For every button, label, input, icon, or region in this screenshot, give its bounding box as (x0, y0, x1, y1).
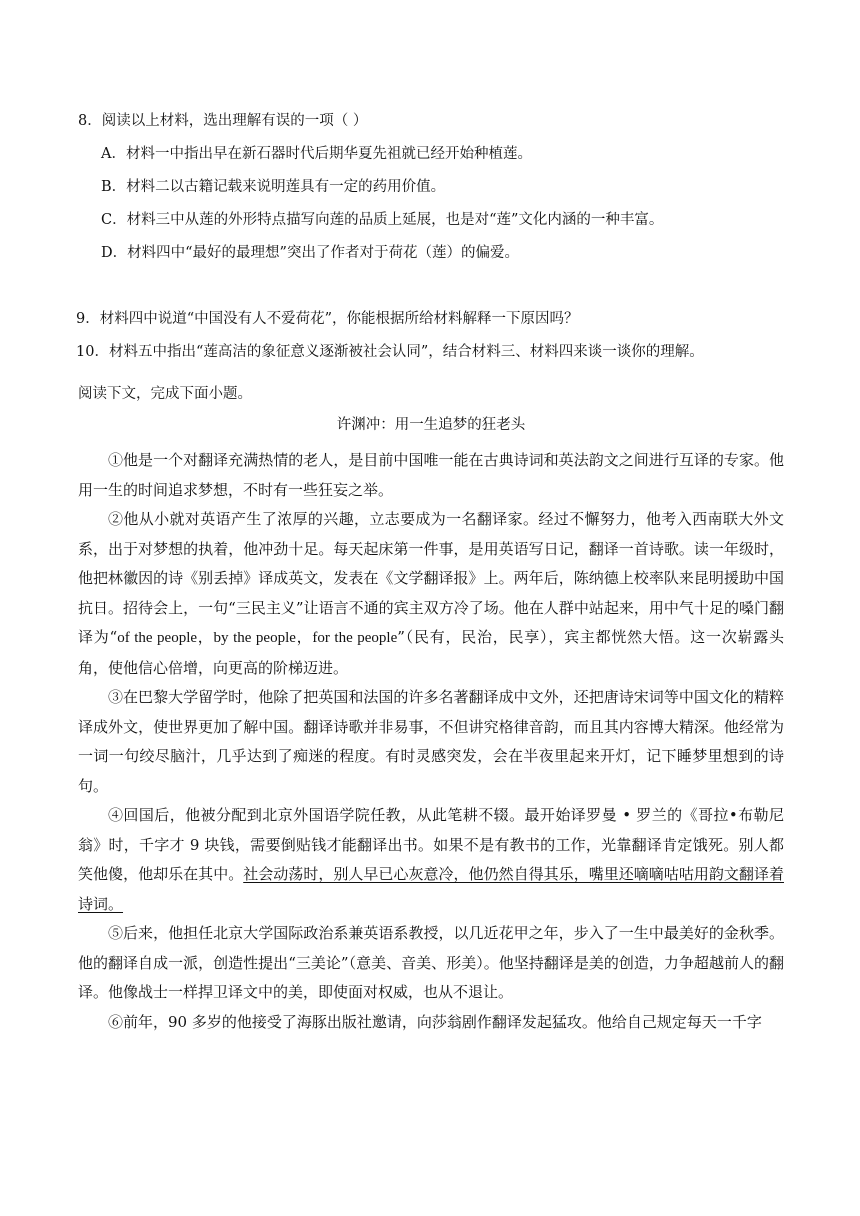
paragraph-2-english-quote: of the people，by the people，for the people (117, 630, 398, 646)
paragraph-3: ③在巴黎大学留学时，他除了把英国和法国的许多名著翻译成中文外，还把唐诗宋词等中国文化的精粹译成外文，使世界更加了解中国。翻译诗歌并非易事，不但讲究格律音韵，而且其内容博大精深。他经常为一词一句绞尽脑汁，几乎达到了痴迷的程度。有时灵感突发，会在半夜里起来开灯，记下睡梦里想到的诗句。 (78, 688, 784, 795)
article-title: 许渊冲：用一生追梦的狂老头 (336, 417, 526, 433)
question-8-option-d: D．材料四中“最好的最理想”突出了作者对于荷花（莲）的偏爱。 (101, 245, 519, 261)
paragraph-2-part-2: ”（民有，民治，民享），宾主都恍然大悟。这一次崭露头角，使他信心倍增，向更高的阶梯迈进。 (78, 628, 784, 677)
reading-instruction: 阅读下文，完成下面小题。 (78, 386, 252, 402)
paragraph-5: ⑤后来，他担任北京大学国际政治系兼英语系教授，以几近花甲之年，步入了一生中最美好的金秋季。他的翻译自成一派，创造性提出“三美论”（意美、音美、形美）。他坚持翻译是美的创造，力争超越前人的翻译。他像战士一样捍卫译文中的美，即使面对权威，也从不退让。 (78, 924, 784, 1001)
paragraph-6: ⑥前年，90 多岁的他接受了海豚出版社邀请，向莎翁剧作翻译发起猛攻。他给自己规定每天一千字 (108, 1012, 762, 1031)
question-9: 9．材料四中说道“中国没有人不爱荷花”，你能根据所给材料解释一下原因吗？ (76, 311, 579, 327)
paragraph-2-part-1: ②他从小就对英语产生了浓厚的兴趣，立志要成为一名翻译家。经过不懈努力，他考入西南联大外文系，出于对梦想的执着，他冲劲十足。每天起床第一件事，是用英语写日记，翻译一首诗歌。读一年级时，他把林徽因的诗《别丢掉》译成英文，发表在《文学翻译报》上。两年后，陈纳德上校率队来昆明援助中国抗日。招待会上，一句“三民主义”让语言不通的宾主双方冷了场。他在人群中站起来，用中气十足的嗓门翻译为“ (78, 510, 784, 646)
paragraph-4-text: ④回国后，他被分配到北京外国语学院任教，从此笔耕不辍。最开始译罗曼 • 罗兰的《哥拉•布勒尼翁》时，千字才 9 块钱，需要倒贴钱才能翻译出书。如果不是有教书的工作，光靠翻译肯定饿死。别人都笑他傻，他却乐在其中。 (78, 806, 784, 883)
article-body (78, 446, 784, 1037)
question-8-option-b: B．材料二以古籍记载来说明莲具有一定的药用价值。 (101, 179, 446, 195)
question-8-option-c: C．材料三中从莲的外形特点描写向莲的品质上延展，也是对“莲”文化内涵的一种丰富。 (101, 212, 664, 228)
question-8-stem: 8．阅读以上材料，选出理解有误的一项（ ） (78, 113, 368, 129)
question-10: 10．材料五中指出“莲高洁的象征意义逐渐被社会认同”，结合材料三、材料四来谈一谈你的理解。 (76, 344, 704, 360)
paragraph-1: ①他是一个对翻译充满热情的老人，是目前中国唯一能在古典诗词和英法韵文之间进行互译的专家。他用一生的时间追求梦想，不时有一些狂妄之举。 (78, 451, 784, 499)
paragraph-4 (78, 801, 784, 919)
paragraph-2 (78, 505, 784, 683)
paragraph-4-underlined-sentence: 社会动荡时，别人早已心灰意冷，他仍然自得其乐，嘴里还嘀嘀咕咕用韵文翻译着诗词。 (78, 865, 784, 913)
question-8-option-a: A．材料一中指出早在新石器时代后期华夏先祖就已经开始种植莲。 (101, 146, 532, 162)
